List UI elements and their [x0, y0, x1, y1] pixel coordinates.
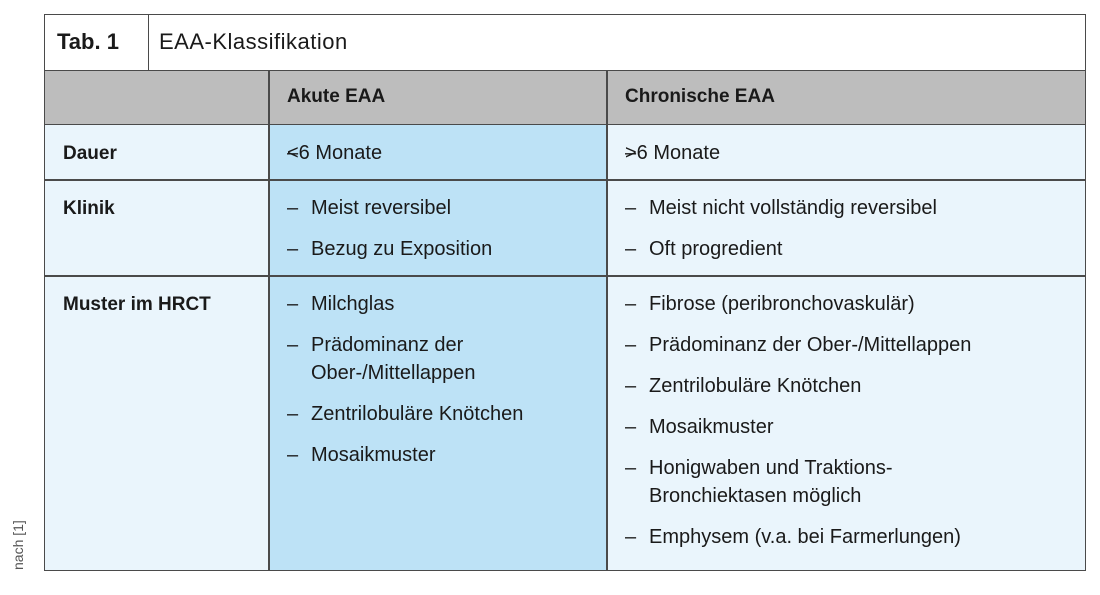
header-chronic: Chronische EAA: [625, 86, 775, 107]
list-item: – Fibrose (peribronchovaskulär): [625, 290, 1065, 318]
list-item: – Prädominanz der Ober-/Mittellappen: [287, 331, 587, 387]
list-item: – Milchglas: [287, 290, 587, 318]
table-title: EAA-Klassifikation: [159, 29, 348, 54]
source-note: nach [1]: [10, 520, 26, 570]
header-row: [45, 71, 1085, 125]
list-item: – Honigwaben und Traktions-Bronchiektasen möglich: [625, 454, 955, 510]
hrct-acute-cell: [287, 290, 587, 482]
header-acute: Akute EAA: [287, 86, 386, 107]
list-item: – Mosaikmuster: [625, 413, 1065, 441]
row-label-hrct: Muster im HRCT: [63, 294, 211, 315]
klinik-acute-cell: [287, 194, 492, 276]
list-item: – Emphysem (v.a. bei Farmerlungen): [625, 523, 1065, 551]
list-item: – Meist nicht vollständig reversibel: [625, 194, 937, 222]
list-item: – <6 Monate: [287, 139, 382, 167]
klinik-chronic-cell: [625, 194, 937, 276]
divider-vertical-2: [606, 71, 608, 570]
list-item: – Mosaikmuster: [287, 441, 587, 469]
table-title-row: [45, 15, 1085, 71]
list-item: – Bezug zu Exposition: [287, 235, 492, 263]
list-item: – Prädominanz der Ober-/Mittellappen: [625, 331, 1065, 359]
list-item: – Zentrilobuläre Knötchen: [287, 400, 587, 428]
list-item: – Meist reversibel: [287, 194, 492, 222]
list-item: – Oft progredient: [625, 235, 937, 263]
dauer-chronic-cell: [625, 139, 720, 180]
table-number: Tab. 1: [45, 15, 149, 70]
row-label-dauer: Dauer: [63, 143, 117, 164]
divider-vertical-1: [268, 71, 270, 570]
classification-table: [44, 14, 1086, 571]
dauer-acute-cell: [287, 139, 382, 180]
list-item: – >6 Monate: [625, 139, 720, 167]
row-label-klinik: Klinik: [63, 198, 115, 219]
hrct-chronic-cell: [625, 290, 1065, 564]
divider-row-1: [45, 179, 1085, 181]
list-item: – Zentrilobuläre Knötchen: [625, 372, 1065, 400]
